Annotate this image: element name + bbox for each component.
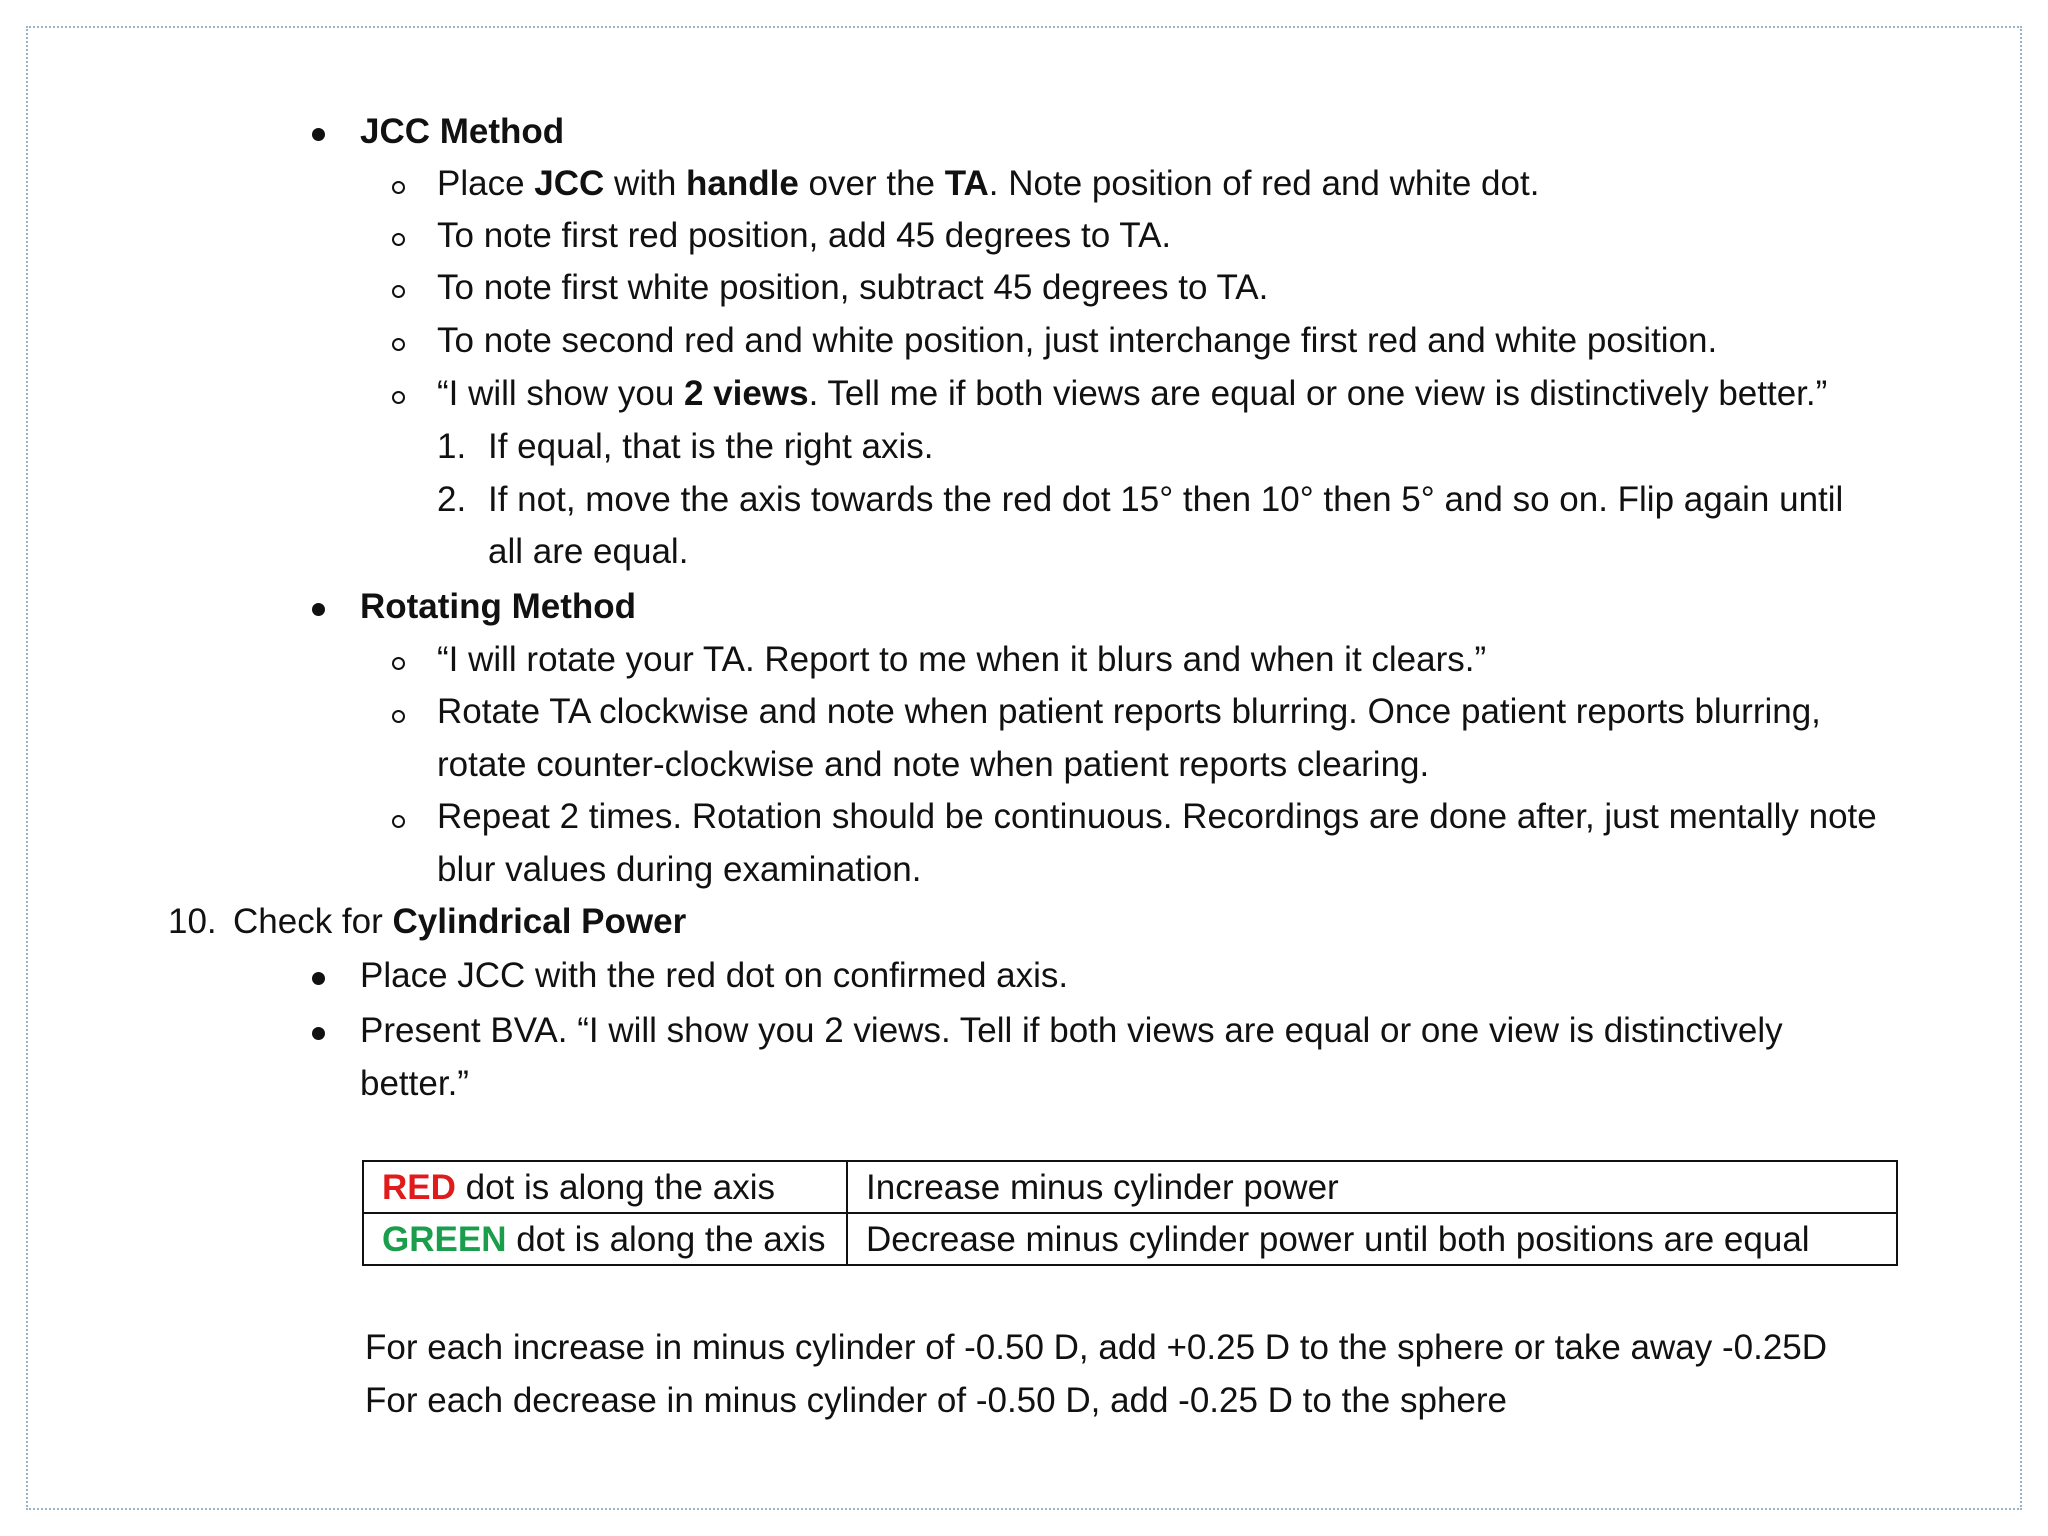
jcc-item-4: To note second red and white position, just interchange first red and white position. <box>437 321 1718 360</box>
bullet-circle-icon <box>388 697 408 723</box>
table-cell-condition: RED dot is along the axis <box>363 1161 847 1213</box>
bullet-dot-icon <box>308 593 328 616</box>
rotating-item-2: Rotate TA clockwise and note when patient reports blurring. Once patient reports blurring, <box>437 692 1821 731</box>
table-cell-action: Increase minus cylinder power <box>847 1161 1897 1213</box>
step-10-bullet-2-cont: better.” <box>360 1064 469 1103</box>
rotating-method-heading: Rotating Method <box>360 587 637 626</box>
step-10-bullet-1: Place JCC with the red dot on confirmed axis. <box>360 956 1069 995</box>
jcc-item-2: To note first red position, add 45 degrees to TA. <box>437 216 1172 255</box>
bullet-circle-icon <box>388 802 408 828</box>
jcc-numbered-1: If equal, that is the right axis. <box>488 427 934 466</box>
bullet-circle-icon <box>388 325 408 351</box>
jcc-numbered-2: If not, move the axis towards the red dot 15° then 10° then 5° and so on. Flip again until <box>488 480 1844 519</box>
step-number: 10. <box>168 902 217 941</box>
numbered-marker: 2. <box>437 480 467 519</box>
rotating-item-3: Repeat 2 times. Rotation should be continuous. Recordings are done after, just mentally note <box>437 797 1877 836</box>
jcc-numbered-2-cont: all are equal. <box>488 532 689 571</box>
jcc-item-1: Place JCC with handle over the TA. Note position of red and white dot. <box>437 164 1540 203</box>
table-cell-action: Decrease minus cylinder power until both positions are equal <box>847 1213 1897 1265</box>
bullet-circle-icon <box>388 644 408 670</box>
jcc-item-5: “I will show you 2 views. Tell me if both views are equal or one view is distinctively better.” <box>437 374 1828 413</box>
step-10-heading: Check for Cylindrical Power <box>233 902 687 941</box>
bullet-dot-icon <box>308 1017 328 1040</box>
jcc-result-table <box>362 1160 1898 1266</box>
table-row <box>363 1213 1897 1265</box>
table-row <box>363 1161 1897 1213</box>
note-line-2: For each decrease in minus cylinder of -0.50 D, add -0.25 D to the sphere <box>365 1381 1507 1420</box>
jcc-item-3: To note first white position, subtract 45 degrees to TA. <box>437 268 1269 307</box>
table-cell-condition: GREEN dot is along the axis <box>363 1213 847 1265</box>
bullet-circle-icon <box>388 220 408 246</box>
bullet-dot-icon <box>308 118 328 141</box>
step-10-bullet-2: Present BVA. “I will show you 2 views. Tell if both views are equal or one view is distinctively <box>360 1011 1783 1050</box>
bullet-circle-icon <box>388 168 408 194</box>
rotating-item-3-cont: blur values during examination. <box>437 850 922 889</box>
rotating-item-1: “I will rotate your TA. Report to me when it blurs and when it clears.” <box>437 640 1487 679</box>
rotating-item-2-cont: rotate counter-clockwise and note when patient reports clearing. <box>437 745 1430 784</box>
bullet-dot-icon <box>308 962 328 985</box>
jcc-method-heading: JCC Method <box>360 112 565 151</box>
bullet-circle-icon <box>388 272 408 298</box>
numbered-marker: 1. <box>437 427 467 466</box>
note-line-1: For each increase in minus cylinder of -0.50 D, add +0.25 D to the sphere or take away -0.25D <box>365 1328 1828 1367</box>
bullet-circle-icon <box>388 378 408 404</box>
